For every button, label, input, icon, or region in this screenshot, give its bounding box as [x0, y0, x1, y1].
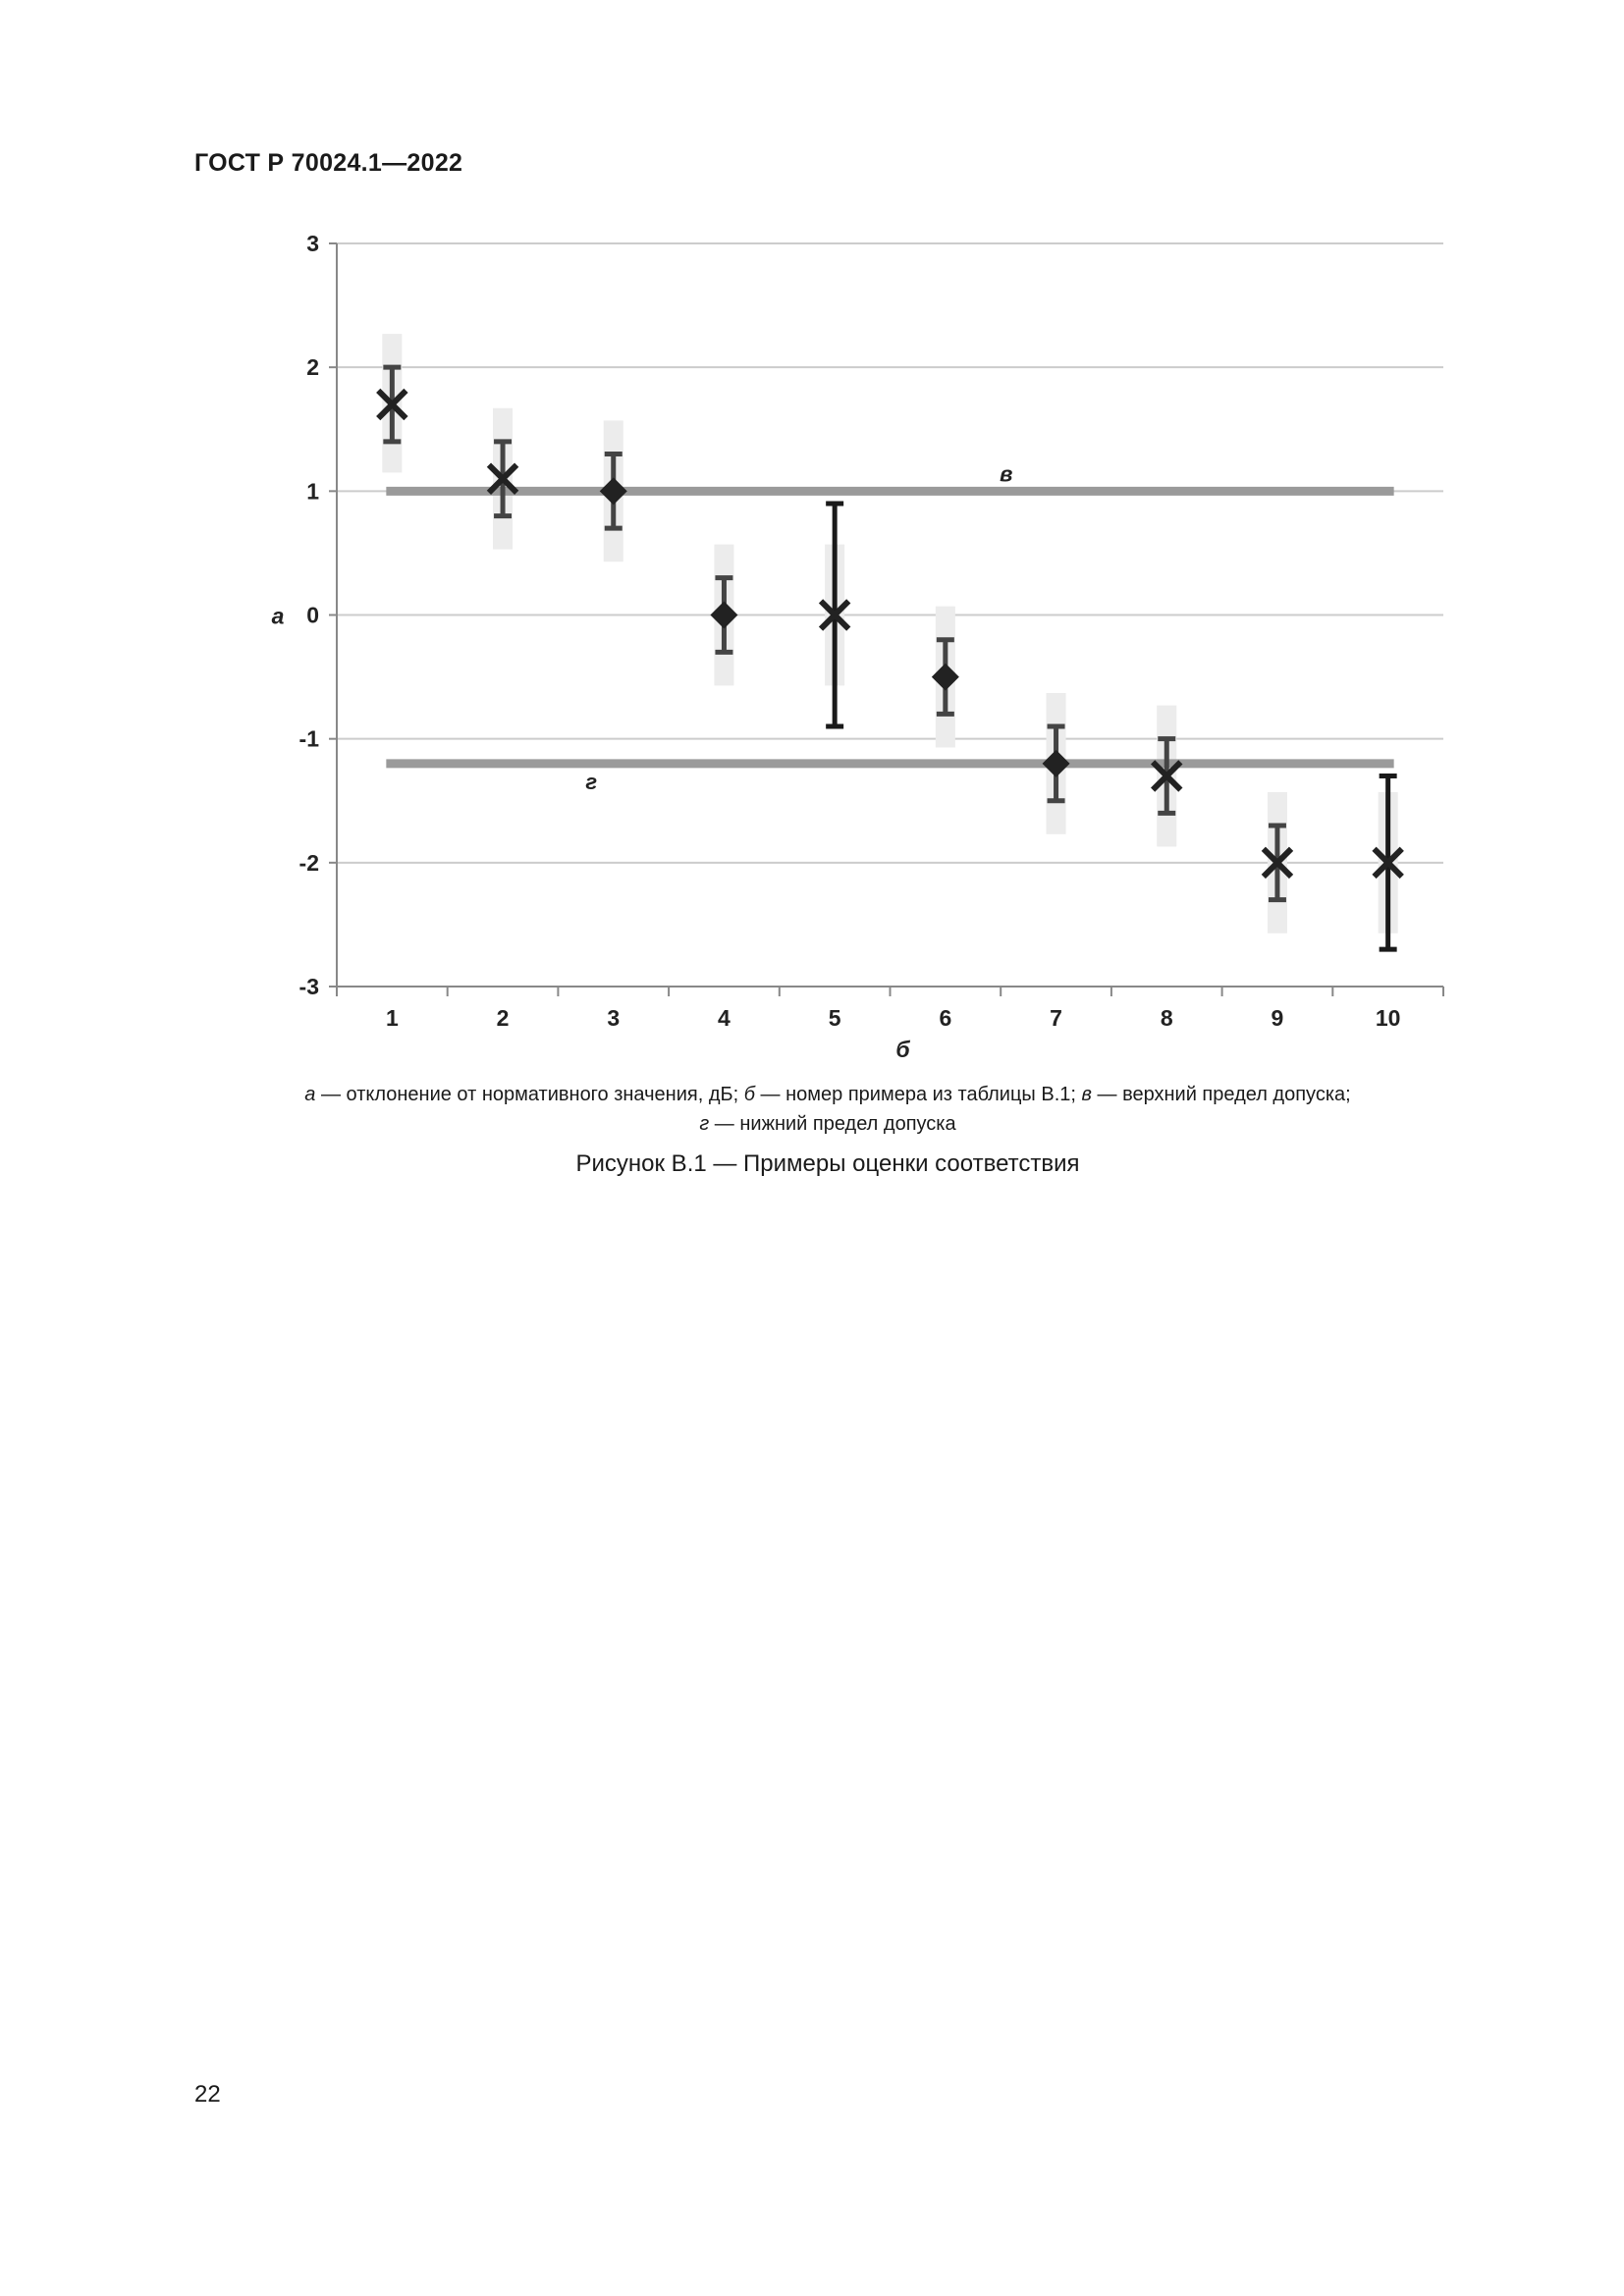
y-tick-label: 3 — [306, 231, 319, 256]
x-axis-label: б — [895, 1037, 910, 1062]
key-a-text: — отклонение от нормативного значения, дБ; — [315, 1084, 744, 1105]
y-tick-label: -1 — [298, 725, 319, 752]
key-g-text: — нижний предел допуска — [709, 1113, 956, 1135]
key-b: б — [743, 1084, 755, 1105]
x-tick-label: 9 — [1271, 1005, 1284, 1031]
key-g: г — [699, 1113, 710, 1135]
x-tick-label: 3 — [607, 1005, 621, 1031]
y-tick-label: 0 — [306, 602, 319, 628]
x-tick-label: 7 — [1050, 1005, 1062, 1031]
y-axis-label: а — [271, 603, 285, 629]
reference-line-label: в — [1000, 461, 1013, 487]
key-v-text: — верхний предел допуска; — [1091, 1084, 1351, 1105]
y-tick-label: 1 — [306, 478, 319, 505]
x-tick-label: 4 — [718, 1005, 731, 1031]
x-tick-label: 6 — [939, 1005, 952, 1031]
x-tick-label: 10 — [1375, 1005, 1401, 1031]
y-tick-label: -3 — [298, 974, 319, 999]
x-tick-label: 1 — [385, 1005, 399, 1031]
conformity-chart — [0, 0, 1624, 1080]
page-number: 22 — [194, 2081, 221, 2108]
y-tick-label: -2 — [298, 849, 319, 876]
key-b-text: — номер примера из таблицы В.1; — [754, 1084, 1082, 1105]
key-v: в — [1081, 1084, 1092, 1105]
document-header: ГОСТ Р 70024.1—2022 — [194, 149, 463, 177]
y-tick-label: 2 — [306, 354, 319, 381]
figure-legend-note — [194, 1080, 1461, 1139]
x-tick-label: 2 — [496, 1005, 510, 1031]
key-a: а — [304, 1084, 316, 1105]
figure-title: Рисунок В.1 — Примеры оценки соответствия — [575, 1150, 1080, 1177]
reference-line-label: г — [585, 769, 598, 794]
x-tick-label: 8 — [1160, 1005, 1173, 1031]
x-tick-label: 5 — [828, 1005, 841, 1031]
